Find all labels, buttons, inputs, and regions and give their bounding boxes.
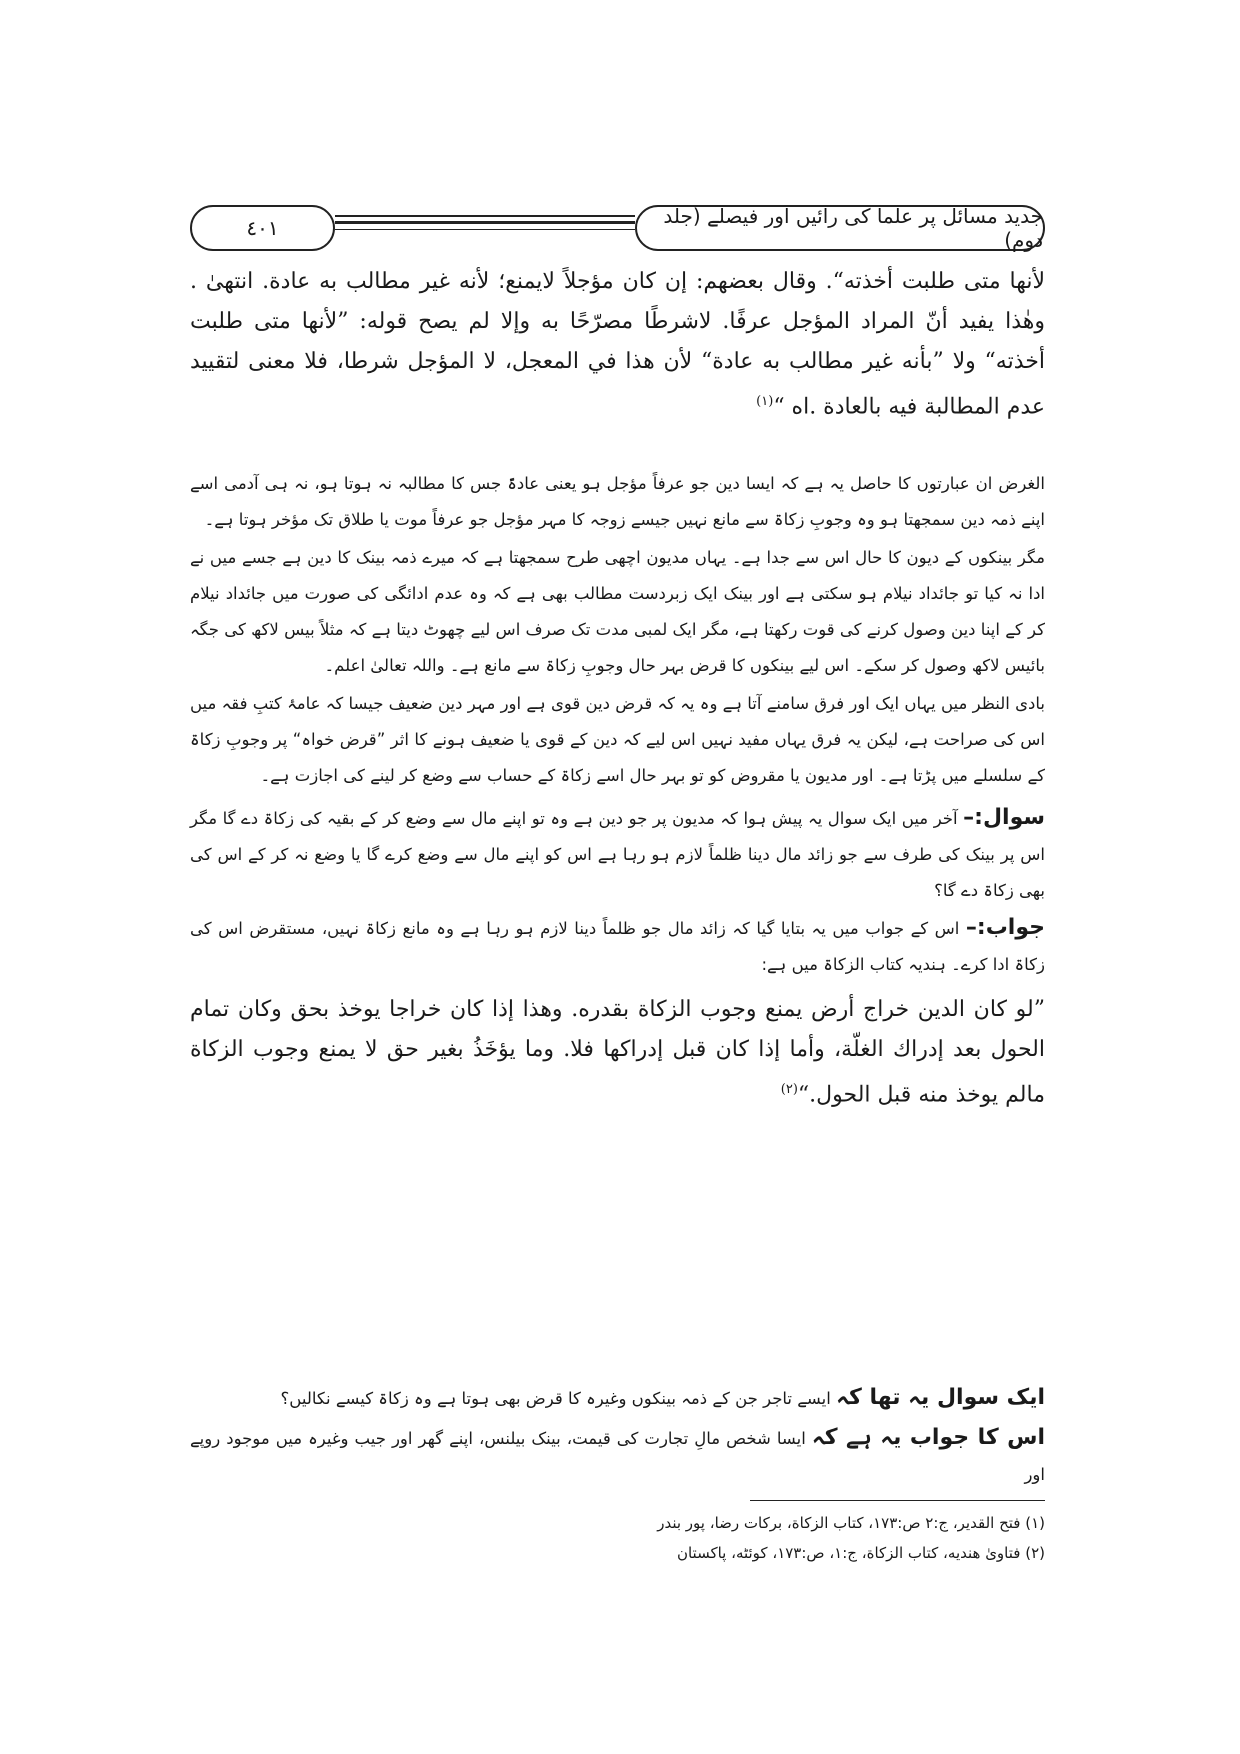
answer-label: جواب:– [965,915,1046,940]
question-paragraph [190,800,1045,909]
arabic-quote-2-text: ”لو كان الدين خراج أرض يمنع وجوب الزكاة بقدره. وهذا إذا كان خراجا يوخذ بحق وكان تمام الحول بعد إدراك الغلّة، وأما إذا كان قبل إدراكها فلا. وما يؤخَذُ بغير حق لا يمنع وجوب الزكاة مالم يوخذ منه قبل الحول.“ [190,997,1045,1108]
paragraph-1: الغرض ان عبارتوں کا حاصل یہ ہے کہ ایسا دین جو عرفاً مؤجل ہو یعنی عادۃً جس کا مطالبہ نہ ہوتا ہو، نہ ہی آدمی اسے اپنے ذمہ دین سمجھتا ہو وہ وجوبِ زکاۃ سے مانع نہیں جیسے زوجہ کا مہر مؤجل جو عرفاً موت یا طلاق تک مؤخر ہوتا ہے۔ [190,474,1045,529]
header-rule [335,229,635,230]
header-rule [335,215,635,217]
answer-2-label: اس کا جواب یہ ہے کہ [811,1425,1045,1450]
book-title: جدید مسائل پر علما کی رائیں اور فیصلے (جلد دوم) [635,205,1045,251]
paragraph-2: مگر بینکوں کے دیون کا حال اس سے جدا ہے۔ یہاں مدیون اچھی طرح سمجھتا ہے کہ میرے ذمہ بینک کا دین ہے جسے میں نے ادا نہ کیا تو جائداد نیلام ہو سکتی ہے اور بینک ایک زبردست مطالب بھی ہے کہ وہ عدم ادائگی کی صورت میں جائداد نیلام کر کے اپنا دین وصول کرنے کی قوت رکھتا ہے، مگر ایک لمبی مدت تک صرف اس لیے چھوٹ دیتا ہے کہ مثلاً بیس لاکھ کی جگہ بائیس لاکھ وصول کر سکے۔ اس لیے بینکوں کا قرض بہر حال وجوبِ زکاۃ سے مانع ہے۔ واللہ تعالیٰ اعلم۔ [190,548,1045,675]
question-2-label: ایک سوال یہ تھا کہ [836,1385,1045,1410]
question-text: آخر میں ایک سوال یہ پیش ہوا کہ مدیون پر جو دین ہے وہ تو اپنے مال سے وضع کر کے بقیہ کی زکاۃ دے گا مگر اس پر بینک کی طرف سے جو زائد مال دینا ظلماً لازم ہو رہا ہے اس کو اپنے مال سے وضع کرے گا یا وضع نہ کر کے اس کی بھی زکاۃ دے گا؟ [190,809,1045,900]
footnote-divider [750,1500,1045,1501]
answer-2-text: ایسا شخص مالِ تجارت کی قیمت، بینک بیلنس، اپنے گھر اور جیب وغیرہ میں موجود روپے اور [190,1429,1045,1484]
page-number: ٤٠١ [190,205,335,251]
arabic-quote-1-text: لأنها متى طلبت أخذته“. وقال بعضهم: إن كان مؤجلاً لايمنع؛ لأنه غير مطالب به عادة. انتهىٰ . وهٰذا يفيد أنّ المراد المؤجل عرفًا. لاشرطًا مصرّحًا به وإلا لم يصح قوله: ”لأنها متى طلبت أخذته“ ولا ”بأنه غير مطالب به عادة“ لأن هذا في المعجل، لا المؤجل شرطا، فلا معنى لتقييد عدم المطالبة فيه بالعادة .اه “ [190,269,1045,420]
answer-2-paragraph [190,1420,1045,1493]
footnote-2: (٢) فتاویٰ هنديه، كتاب الزكاة، ج:١، ص:١٧٣، كوئٹه، پاكستان [676,1544,1045,1562]
question-2-text: ایسے تاجر جن کے ذمہ بینکوں وغیرہ کا قرض بھی ہوتا ہے وہ زکاۃ کیسے نکالیں؟ [280,1389,831,1408]
paragraph-3: بادی النظر میں یہاں ایک اور فرق سامنے آتا ہے وہ یہ کہ قرض دین قوی ہے اور مہر دین ضعیف جیسا کہ عامۂ کتبِ فقہ میں اس کی صراحت ہے، لیکن یہ فرق یہاں مفید نہیں اس لیے کہ دین کے قوی یا ضعیف ہونے کا اثر ”قرض خواہ“ پر وجوبِ زکاۃ کے سلسلے میں پڑتا ہے۔ اور مدیون یا مقروض کو تو بہر حال اسے زکاۃ کے حساب سے وضع کر لینے کی اجازت ہے۔ [190,694,1045,785]
answer-text: اس کے جواب میں یہ بتایا گیا کہ زائد مال جو ظلماً دینا لازم ہو رہا ہے وہ مانع زکاۃ نہیں، مستقرض اس کی زکاۃ ادا کرے۔ ہندیہ کتاب الزکاۃ میں ہے: [190,919,1045,974]
question-2-paragraph [190,1380,1045,1417]
footnote-1: (١) فتح القدير، ج:٢ ص:١٧٣، كتاب الزكاة، بركات رضا، پور بندر [657,1514,1045,1532]
question-label: سوال:– [963,805,1046,830]
footnote-ref-2: (٢) [780,1082,798,1097]
footnotes [420,1508,1045,1568]
answer-paragraph [190,910,1045,983]
arabic-quote-1 [190,262,1045,427]
page-header [190,205,1045,255]
arabic-quote-2 [190,990,1045,1115]
footnote-ref-1: (١) [756,394,774,409]
header-rule [335,221,635,224]
